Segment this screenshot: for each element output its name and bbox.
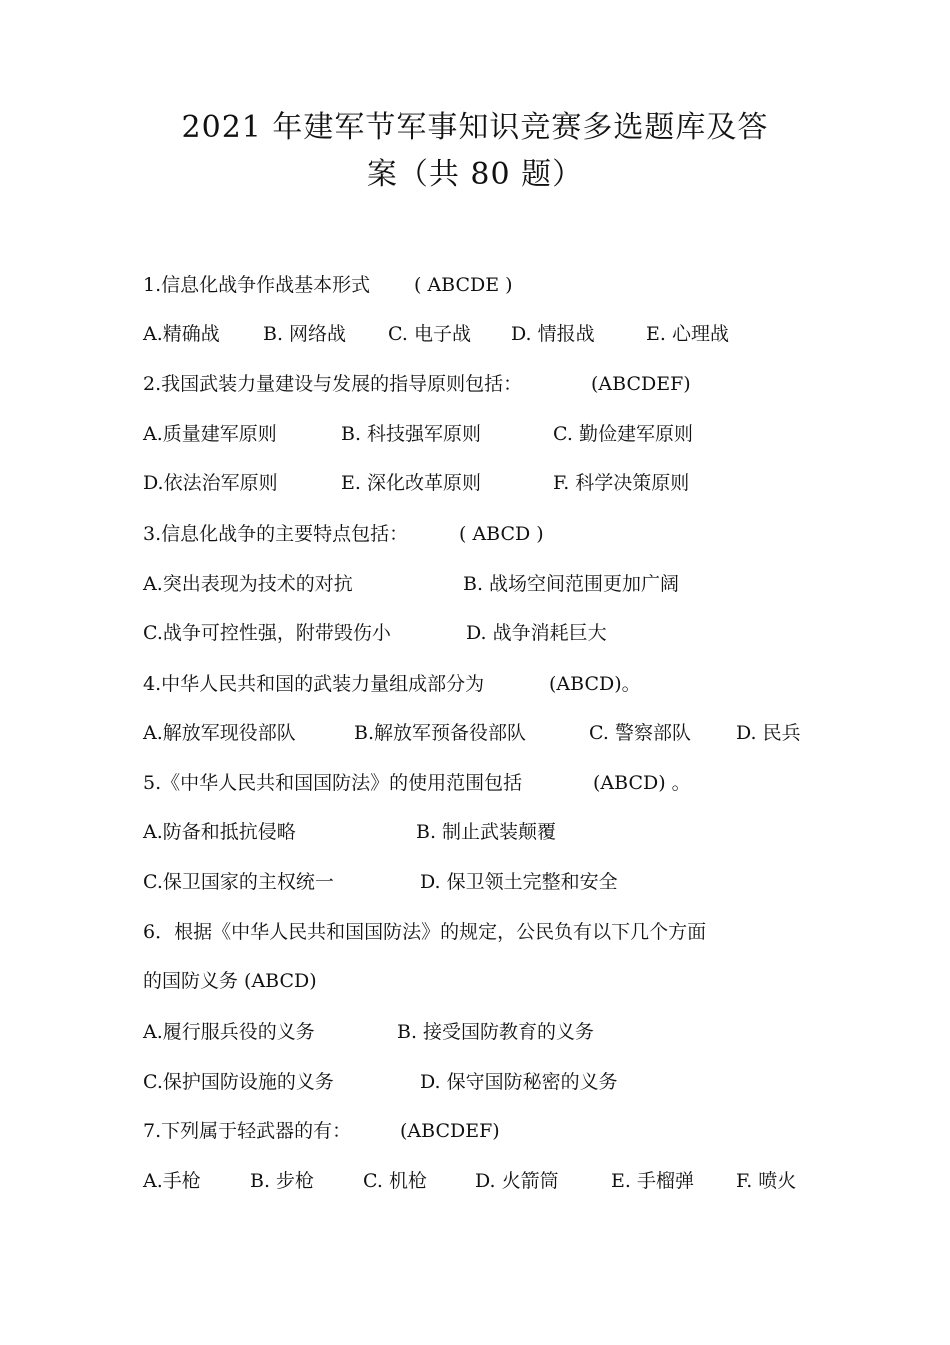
option-c: C. 警察部队	[589, 722, 691, 744]
question-5-stem-row	[143, 769, 691, 797]
option-b: B. 科技强军原则	[341, 423, 482, 445]
question-answer: (ABCDEF)	[591, 373, 691, 395]
option-a: A.质量建军原则	[143, 423, 277, 445]
option-b: B. 接受国防教育的义务	[397, 1021, 595, 1043]
option-a: A.手枪	[143, 1170, 201, 1192]
question-stem: 4.中华人民共和国的武装力量组成部分为	[143, 673, 485, 695]
question-3-stem-row	[143, 520, 544, 548]
question-stem: 7.下列属于轻武器的有：	[143, 1120, 352, 1142]
question-answer: (ABCD)。	[549, 673, 641, 695]
option-a: A.履行服兵役的义务	[143, 1021, 315, 1043]
question-stem: 1.信息化战争作战基本形式	[143, 274, 371, 296]
question-7-stem-row	[143, 1117, 500, 1145]
option-d: D. 战争消耗巨大	[466, 622, 607, 644]
option-c: C. 机枪	[363, 1170, 427, 1192]
question-answer: (ABCD) 。	[593, 772, 691, 794]
title-line-2: 案（共 80 题）	[366, 157, 584, 192]
question-answer: ( ABCD )	[459, 523, 544, 545]
question-stem: 5.《中华人民共和国国防法》的使用范围包括	[143, 772, 523, 794]
question-6-stem-row	[143, 918, 706, 946]
option-d: D. 保卫领土完整和安全	[420, 871, 618, 893]
option-b: B. 网络战	[263, 323, 347, 345]
question-1-stem-row	[143, 271, 513, 299]
option-f: F. 喷火	[736, 1170, 797, 1192]
option-d: D. 火箭筒	[475, 1170, 559, 1192]
option-d: D. 情报战	[511, 323, 595, 345]
option-c: C.保护国防设施的义务	[143, 1071, 334, 1093]
option-f: F. 科学决策原则	[553, 472, 690, 494]
option-c: C. 勤俭建军原则	[553, 423, 693, 445]
option-d: D. 民兵	[736, 722, 801, 744]
question-answer: (ABCDEF)	[400, 1120, 500, 1142]
option-e: E. 心理战	[646, 323, 729, 345]
option-a: A.防备和抵抗侵略	[143, 821, 296, 843]
option-c: C. 电子战	[388, 323, 471, 345]
option-e: E. 深化改革原则	[341, 472, 481, 494]
option-b: B. 步枪	[250, 1170, 315, 1192]
option-a: A.精确战	[143, 323, 220, 345]
option-c: C.战争可控性强，附带毁伤小	[143, 622, 391, 644]
question-stem: 6．根据《中华人民共和国国防法》的规定，公民负有以下几个方面	[143, 921, 707, 943]
question-2-stem-row	[143, 370, 691, 398]
option-b: B.解放军预备役部队	[354, 722, 527, 744]
option-b: B. 战场空间范围更加广阔	[463, 573, 680, 595]
question-stem-continued: 的国防义务 (ABCD)	[143, 970, 317, 992]
option-c: C.保卫国家的主权统一	[143, 871, 334, 893]
question-4-stem-row	[143, 670, 641, 698]
option-a: A.突出表现为技术的对抗	[143, 573, 353, 595]
question-6-stem-continued	[143, 967, 317, 995]
question-answer: ( ABCDE )	[414, 274, 513, 296]
question-stem: 3.信息化战争的主要特点包括：	[143, 523, 409, 545]
option-d: D. 保守国防秘密的义务	[420, 1071, 618, 1093]
title-line-1: 2021 年建军节军事知识竞赛多选题库及答	[181, 110, 769, 145]
option-e: E. 手榴弹	[611, 1170, 694, 1192]
option-d: D.依法治军原则	[143, 472, 278, 494]
option-b: B. 制止武装颠覆	[416, 821, 557, 843]
question-stem: 2.我国武装力量建设与发展的指导原则包括：	[143, 373, 523, 395]
option-a: A.解放军现役部队	[143, 722, 296, 744]
